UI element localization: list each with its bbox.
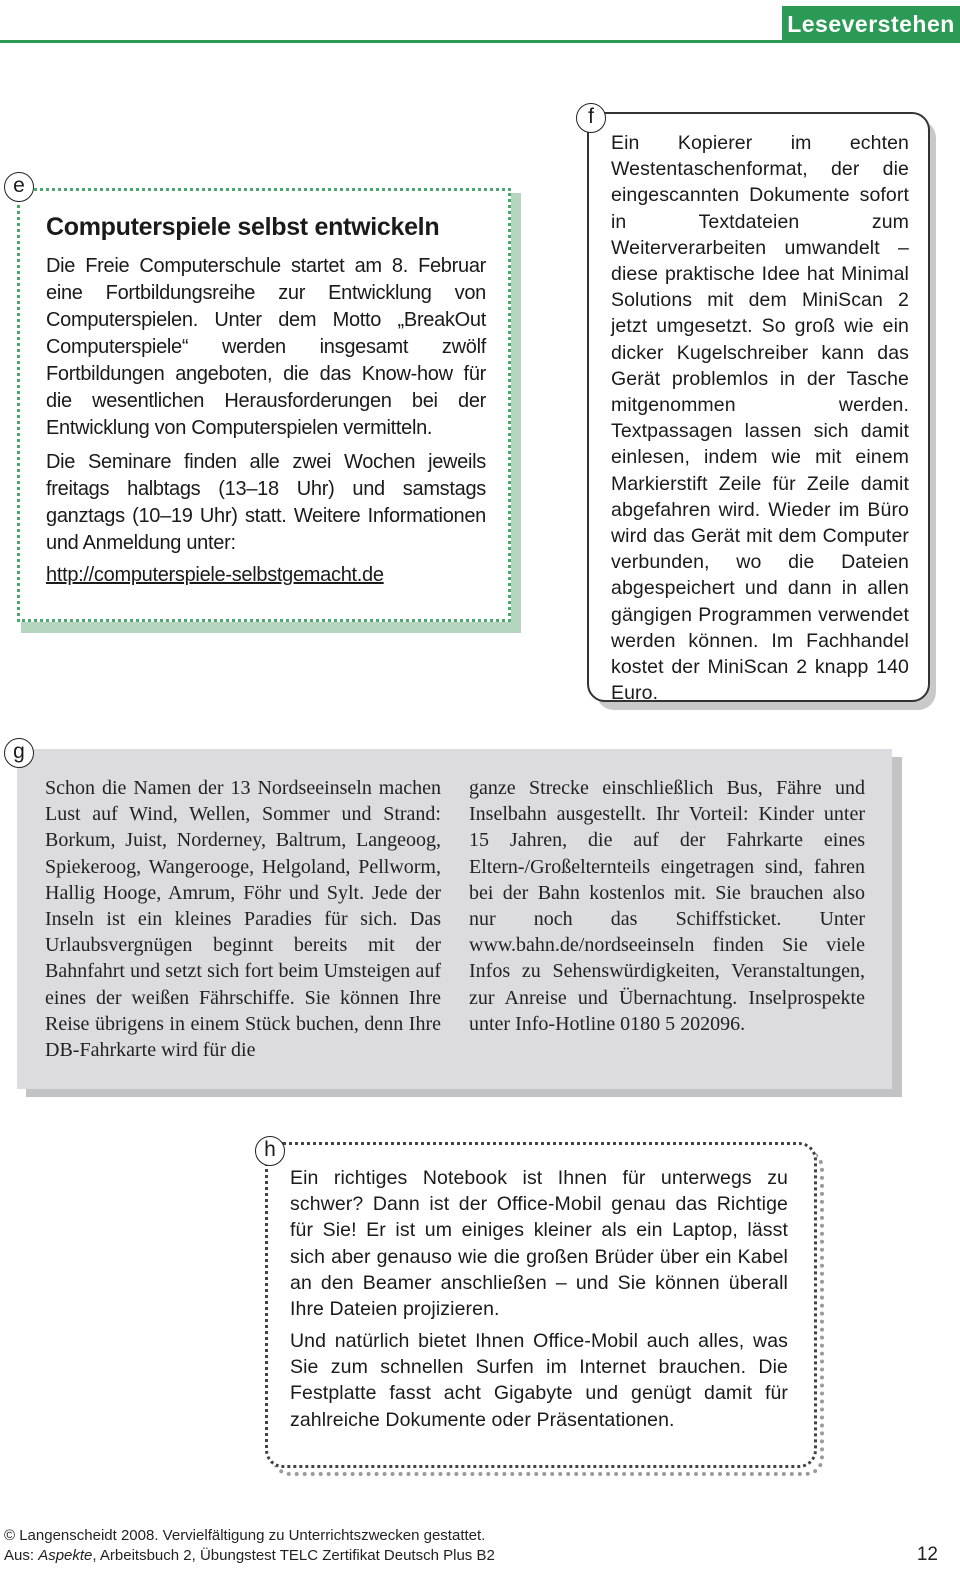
text-f-box bbox=[587, 112, 930, 705]
text-e-title: Computerspiele selbst entwickeln bbox=[46, 213, 440, 241]
text-e-link[interactable]: http://computerspiele-selbstgemacht.de bbox=[46, 564, 384, 586]
text-h-box bbox=[265, 1142, 817, 1468]
text-g-column-2: ganze Strecke einschließlich Bus, Fähre und Inselbahn ausgestellt. Ihr Vorteil: Kinder unter 15 Jahren, die auf der Fahrkarte eines Eltern-/Großelternteils eingetragen sind, fahren bei der Bahn kostenlos mit. Sie brauchen also nur noch das Schiffsticket. Unter www.bahn.de/nordseeinseln finden Sie viele Infos zu Sehenswürdigkeiten, Veranstaltungen, zur Anreise und Übernachtung. Inselprospekte unter Info-Hotline 0180 5 202096. bbox=[469, 777, 865, 1035]
text-g-column-1: Schon die Namen der 13 Nordseeinseln machen Lust auf Wind, Wellen, Sommer und Strand: Borkum, Juist, Norderney, Baltrum, Langeoog, Spiekeroog, Wangerooge, Helgoland, Pellworm, Hallig Hooge, Amrum, Föhr und Sylt. Jede der Inseln ist ein kleines Paradies für sich. Das Urlaubsvergnügen beginnt bereits mit der Bahnfahrt und setzt sich fort beim Umsteigen auf eines der weißen Fährschiffe. Sie können Ihre Reise übrigens in einem Stück buchen, denn Ihre DB-Fahrkarte wird für die bbox=[45, 777, 441, 1062]
footer-source-rest: , Arbeitsbuch 2, Übungstest TELC Zertifikat Deutsch Plus B2 bbox=[92, 1547, 495, 1564]
footer-source bbox=[4, 1547, 495, 1564]
text-f-body: Ein Kopierer im echten Westentaschenformat, der die eingescannten Dokumente sofort in Textdateien zum Weiterverarbeiten umwandelt – diese praktische Idee hat Minimal Solutions mit dem MiniScan 2 jetzt umgesetzt. So groß wie ein dicker Kugelschreiber kann das Gerät problemlos in der Tasche mitgenommen werden. Textpassagen lassen sich damit einlesen, indem wie mit einem Markierstift Zeile für Zeile damit abgefahren wird. Wieder im Büro wird das Gerät mit dem Computer verbunden, wo die Dateien abgespeichert und dann in allen gängigen Programmen verwendet werden können. Im Fachhandel kostet der MiniScan 2 knapp 140 Euro. bbox=[611, 132, 909, 705]
text-g-box bbox=[17, 749, 892, 1089]
text-e-letter: e bbox=[4, 172, 34, 202]
text-h-letter: h bbox=[255, 1136, 285, 1166]
text-h-paragraph-2: Und natürlich bietet Ihnen Office-Mobil auch alles, was Sie zum schnellen Surfen im Internet brauchen. Die Festplatte fasst acht Gigabyte und genügt damit für zahlreiche Dokumente oder Präsentationen. bbox=[290, 1330, 788, 1431]
footer-source-title: Aspekte bbox=[38, 1547, 93, 1564]
text-f-letter: f bbox=[576, 103, 606, 133]
footer-copyright: © Langenscheidt 2008. Vervielfältigung zu Unterrichtszwecken gestattet. bbox=[4, 1527, 486, 1544]
page-number: 12 bbox=[916, 1544, 938, 1565]
footer-source-prefix: Aus: bbox=[4, 1547, 39, 1564]
text-e-paragraph-2: Die Seminare finden alle zwei Wochen jeweils freitags halbtags (13–18 Uhr) und samstags ganztags (10–19 Uhr) statt. Weitere Informationen und Anmeldung unter: bbox=[46, 451, 486, 554]
text-e-box bbox=[17, 188, 511, 622]
section-tab: Leseverstehen bbox=[782, 6, 960, 42]
text-e-paragraph-1: Die Freie Computerschule startet am 8. Februar eine Fortbildungsreihe zur Entwicklung von Computerspielen. Unter dem Motto „BreakOut Computerspiele“ werden insgesamt zwölf Fortbildungen angeboten, die das Know-how für die wesentlichen Herausforderungen bei der Entwicklung von Computerspielen vermitteln. bbox=[46, 255, 486, 439]
text-e-link-row bbox=[46, 562, 486, 589]
text-g-letter: g bbox=[4, 738, 34, 768]
text-h-paragraph-1: Ein richtiges Notebook ist Ihnen für unterwegs zu schwer? Dann ist der Office-Mobil genau das Richtige für Sie! Er ist um einiges kleiner als ein Laptop, lässt sich aber genauso wie die großen Brüder über ein Kabel an den Beamer anschließen – und Sie können überall Ihre Dateien projizieren. bbox=[290, 1167, 788, 1321]
